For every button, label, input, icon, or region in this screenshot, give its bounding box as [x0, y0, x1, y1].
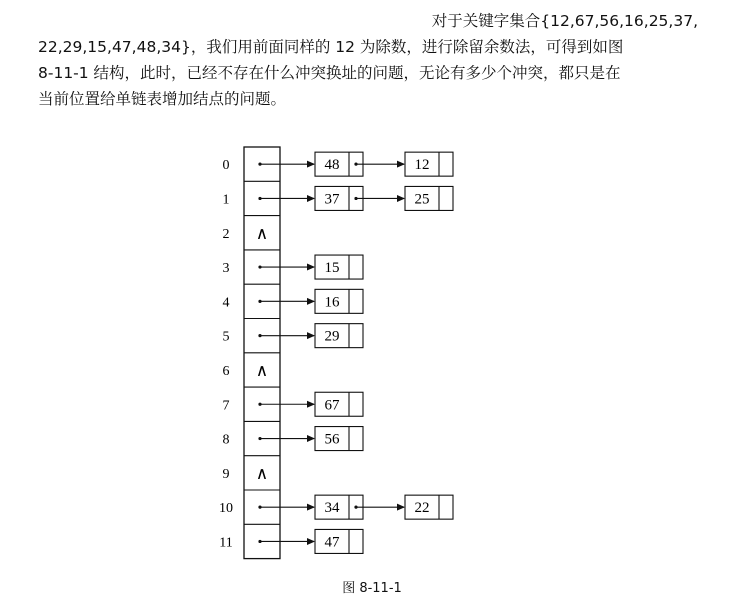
null-pointer-symbol: ∧: [255, 223, 269, 243]
paragraph-line-2: 22,29,15,47,48,34}，我们用前面同样的 12 为除数，进行除留余数法，可得到如图: [38, 38, 624, 56]
figure-caption: 图 8-11-1: [342, 581, 402, 596]
null-pointer-symbol: ∧: [255, 360, 269, 380]
paragraph-line-1: 对于关键字集合{12,67,56,16,25,37,: [431, 12, 698, 30]
node-value: 67: [324, 397, 340, 414]
node-value: 29: [324, 328, 340, 345]
slot-index-label: 10: [219, 501, 233, 517]
node-value: 12: [414, 157, 430, 174]
paragraph-line-4: 当前位置给单链表增加结点的问题。: [38, 90, 287, 108]
slot-index-label: 0: [222, 158, 230, 174]
null-pointer-symbol: ∧: [255, 463, 269, 483]
slot-index-label: 8: [222, 432, 230, 448]
node-value: 15: [324, 260, 340, 277]
node-value: 16: [324, 294, 340, 311]
paragraph-line-3: 8-11-1 结构，此时，已经不存在什么冲突换址的问题，无论有多少个冲突，都只是在: [38, 64, 621, 82]
node-value: 34: [324, 500, 340, 517]
node-value: 37: [324, 191, 340, 208]
node-value: 25: [414, 191, 430, 208]
node-value: 56: [324, 431, 340, 448]
slot-index-label: 2: [222, 226, 230, 242]
slot-index-label: 4: [222, 295, 230, 311]
slot-index-label: 9: [222, 466, 230, 482]
slot-index-label: 6: [222, 363, 230, 379]
slot-index-label: 11: [219, 535, 233, 551]
slot-index-label: 5: [222, 329, 230, 345]
slot-index-label: 3: [222, 261, 230, 277]
node-value: 22: [414, 500, 430, 517]
node-value: 48: [324, 157, 340, 174]
slot-index-label: 7: [222, 398, 230, 414]
slot-index-label: 1: [222, 192, 230, 208]
node-value: 47: [324, 534, 340, 551]
